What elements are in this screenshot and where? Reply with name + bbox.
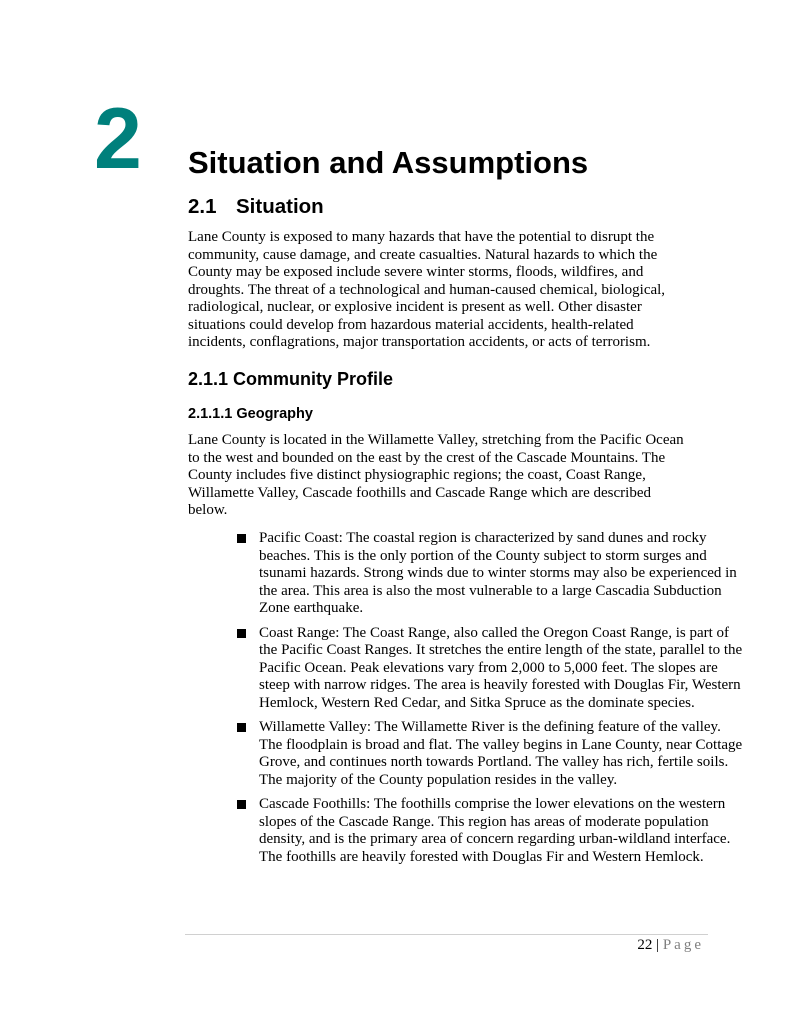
page-label: Page [662,937,704,953]
chapter-number: 2 [94,91,142,187]
page-footer [637,937,704,954]
section-number: 2.1 [188,195,217,218]
list-item-text: Willamette Valley: The Willamette River is the defining feature of the valley. The floodplain is broad and flat. The valley begins in Lane County, near Cottage Grove, and continues north towards Portland. The valley has rich, fertile soils. The majority of the County population resides in the valley. [259,719,743,788]
footer-divider [185,934,708,935]
geography-paragraph: Lane County is located in the Willamette Valley, stretching from the Pacific Ocean to the west and bounded on the east by the crest of the Cascade Mountains. The County includes five distinct physiographic regions; the coast, Coast Range, Willamette Valley, Cascade foothills and Cascade Range which are described below. [188,432,684,518]
bullet-icon [237,800,246,809]
list-item-text: Coast Range: The Coast Range, also called the Oregon Coast Range, is part of the Pacific Coast Ranges. It stretches the entire length of the state, parallel to the Pacific Ocean. Peak elevations vary from 2,000 to 5,000 feet. The slopes are steep with narrow ridges. The area is heavily forested with Douglas Fir, Western Hemlock, Western Red Cedar, and Sitka Spruce as the dominate species. [259,624,743,711]
list-item [236,530,746,618]
subsubsection-heading: 2.1.1.1 Geography [188,406,313,422]
footer-separator: | [656,937,660,953]
section-title: Situation [236,195,324,218]
bullet-icon [237,534,246,543]
list-item [236,719,746,789]
list-item-text: Pacific Coast: The coastal region is characterized by sand dunes and rocky beaches. This is the only portion of the County subject to storm surges and tsunami hazards. Strong winds due to winter storms may also be experienced in the area. This area is also the most vulnerable to a large Cascadia Subduction Zone earthquake. [259,530,737,616]
bullet-icon [237,629,246,638]
situation-paragraph: Lane County is exposed to many hazards that have the potential to disrupt the community, cause damage, and create casualties. Natural hazards to which the County may be exposed include severe winter storms, floods, wildfires, and droughts. The threat of a technological and human-caused chemical, biological, radiological, nuclear, or explosive incident is present as well. Other disaster situations could develop from hazardous material accidents, health-related incidents, conflagrations, major transportation accidents, or acts of terrorism. [188,229,666,350]
subsection-heading: 2.1.1 Community Profile [188,369,394,389]
list-item-text: Cascade Foothills: The foothills comprise the lower elevations on the western slopes of the Cascade Range. This region has areas of moderate population density, and is the primary area of concern regarding urban-wildland interface. The foothills are heavily forested with Douglas Fir and Western Hemlock. [259,796,731,865]
chapter-title: Situation and Assumptions [188,145,589,180]
section-heading [188,195,324,219]
list-item [236,796,746,866]
list-item [236,625,746,713]
bullet-icon [237,723,246,732]
page-number: 22 [637,937,653,953]
regions-list [236,530,746,873]
